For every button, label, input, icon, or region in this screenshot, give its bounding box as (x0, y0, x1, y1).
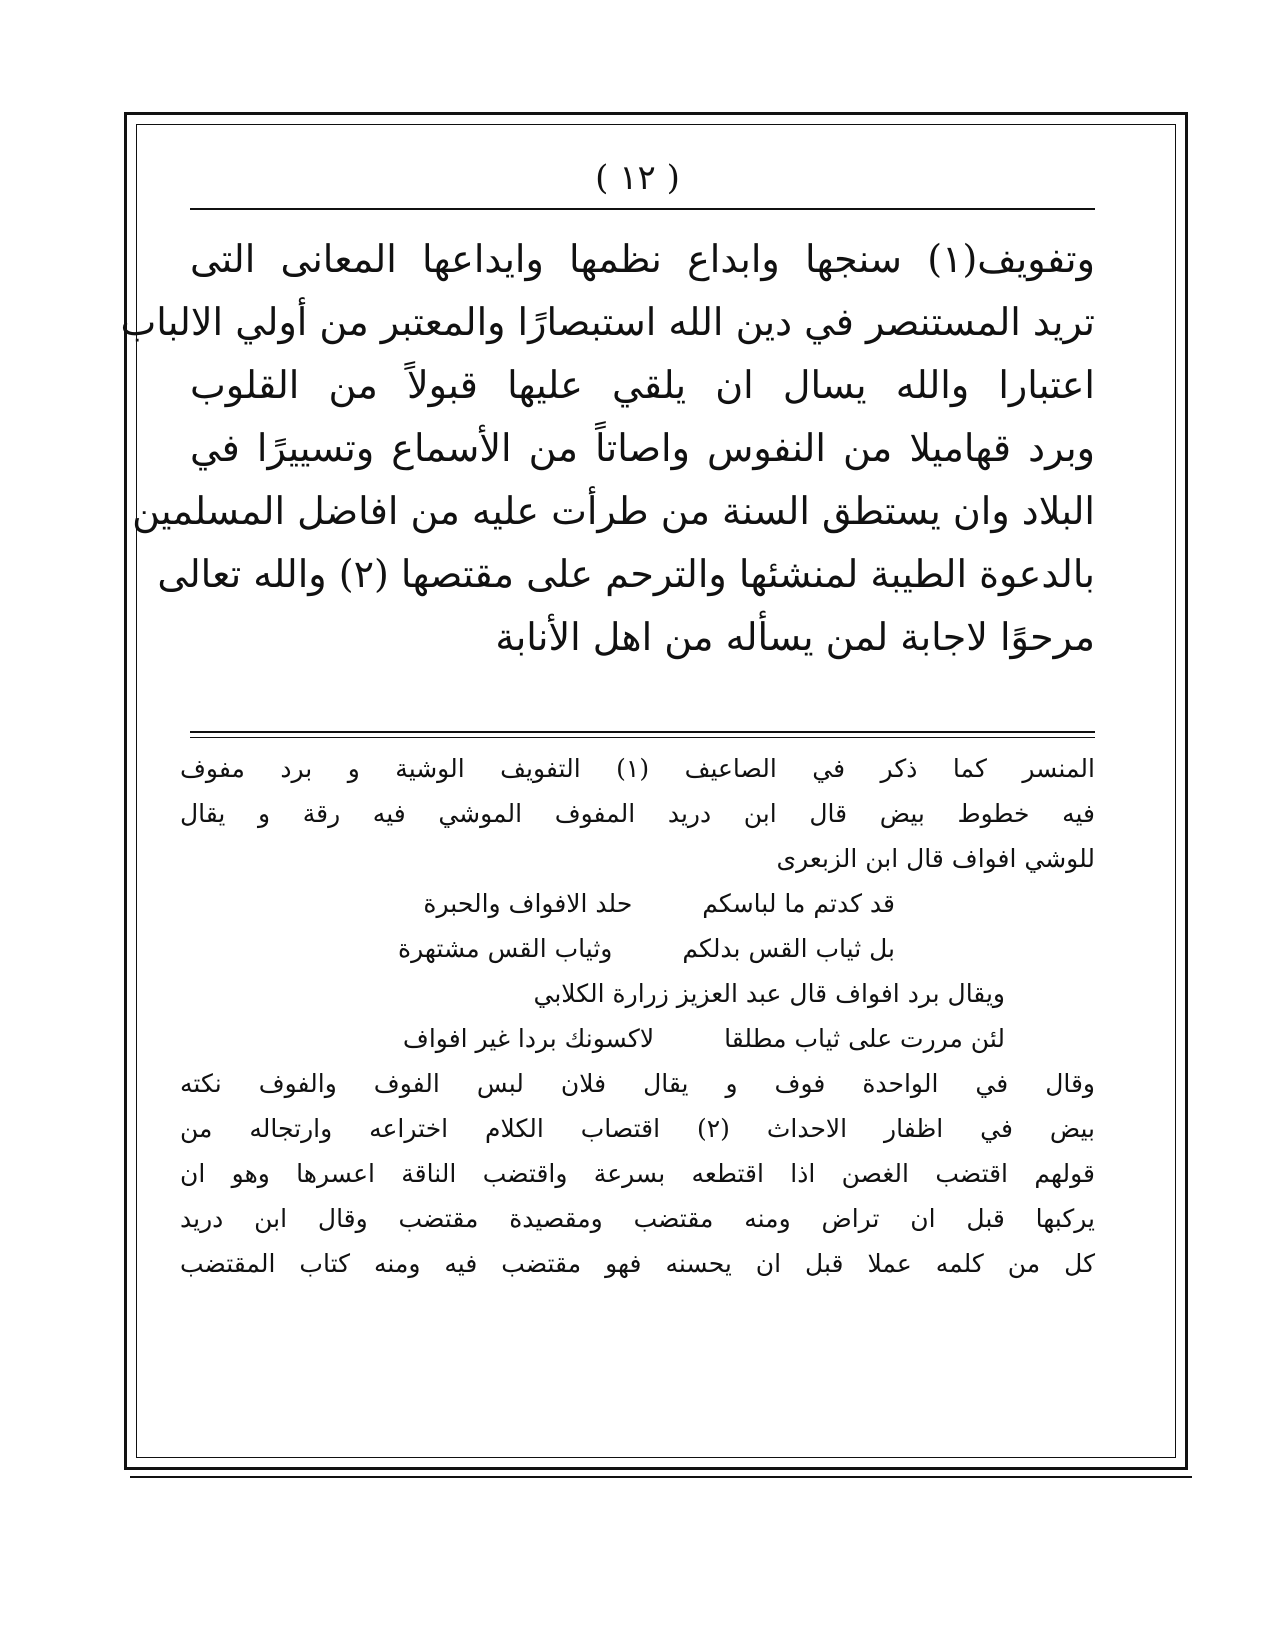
footnote-line: بيض في اظفار الاحداث (٢) اقتصاب الكلام اختراعه وارتجاله من (180, 1114, 1095, 1143)
verse-line (180, 926, 1095, 971)
main-text-line: تريد المستنصر في دين الله استبصارًا والمعتبر من أولي الالباب (120, 300, 1095, 344)
main-text-line: البلاد وان يستطق السنة من طرأت عليه من افاضل المسلمين (132, 489, 1095, 533)
main-text-line: وتفويف(١) سنجها وابداع نظمها وايداعها المعانى التى (190, 237, 1095, 281)
main-text-line: وبرد قهاميلا من النفوس واصاتاً من الأسماع وتسييرًا في (190, 426, 1095, 470)
footnote-line: يركبها قبل ان تراض ومنه مقتضب ومقصيدة مقتضب وقال ابن دريد (180, 1204, 1095, 1233)
footnote-separator-rule-thin (190, 737, 1095, 738)
verse-hemistich: بل ثياب القس بدلكم (682, 934, 895, 963)
footnote-line: فيه خطوط بيض قال ابن دريد المفوف الموشي فيه رقة و يقال (180, 799, 1095, 828)
page-number: ( ١٢ ) (595, 158, 680, 198)
footnote-separator-rule (190, 731, 1095, 733)
footnote-line: وقال في الواحدة فوف و يقال فلان لبس الفوف والفوف نكته (180, 1069, 1095, 1098)
footnote-line: قولهم اقتضب الغصن اذا اقتطعه بسرعة واقتضب الناقة اعسرها وهو ان (180, 1159, 1095, 1188)
verse-line (180, 1016, 1095, 1061)
main-text-block (120, 228, 1095, 669)
main-text-line: بالدعوة الطيبة لمنشئها والترحم على مقتصها (٢) والله تعالى (157, 552, 1095, 596)
verse-hemistich: لاكسونك بردا غير افواف (402, 1024, 655, 1053)
verse-hemistich: لئن مررت على ثياب مطلقا (724, 1024, 1005, 1053)
main-text-line: مرحوًا لاجابة لمن يسأله من اهل الأنابة (495, 615, 1095, 659)
bottom-rule (130, 1476, 1192, 1478)
footnote-line: ويقال برد افواف قال عبد العزيز زرارة الكلابي (533, 979, 1005, 1008)
footnotes-block (180, 746, 1095, 1286)
verse-hemistich: حلد الافواف والحبرة (423, 889, 633, 918)
footnote-line: للوشي افواف قال ابن الزبعرى (776, 844, 1095, 873)
header-rule (190, 208, 1095, 210)
verse-hemistich: قد كدتم ما لباسكم (702, 889, 895, 918)
footnote-line: كل من كلمه عملا قبل ان يحسنه فهو مقتضب فيه ومنه كتاب المقتضب (180, 1249, 1095, 1278)
main-text-line: اعتبارا والله يسال ان يلقي عليها قبولاً من القلوب (190, 363, 1095, 407)
footnote-line: المنسر كما ذكر في الصاعيف (١) التفويف الوشية و برد مفوف (180, 754, 1095, 783)
verse-line (180, 881, 1095, 926)
verse-hemistich: وثياب القس مشتهرة (398, 934, 613, 963)
